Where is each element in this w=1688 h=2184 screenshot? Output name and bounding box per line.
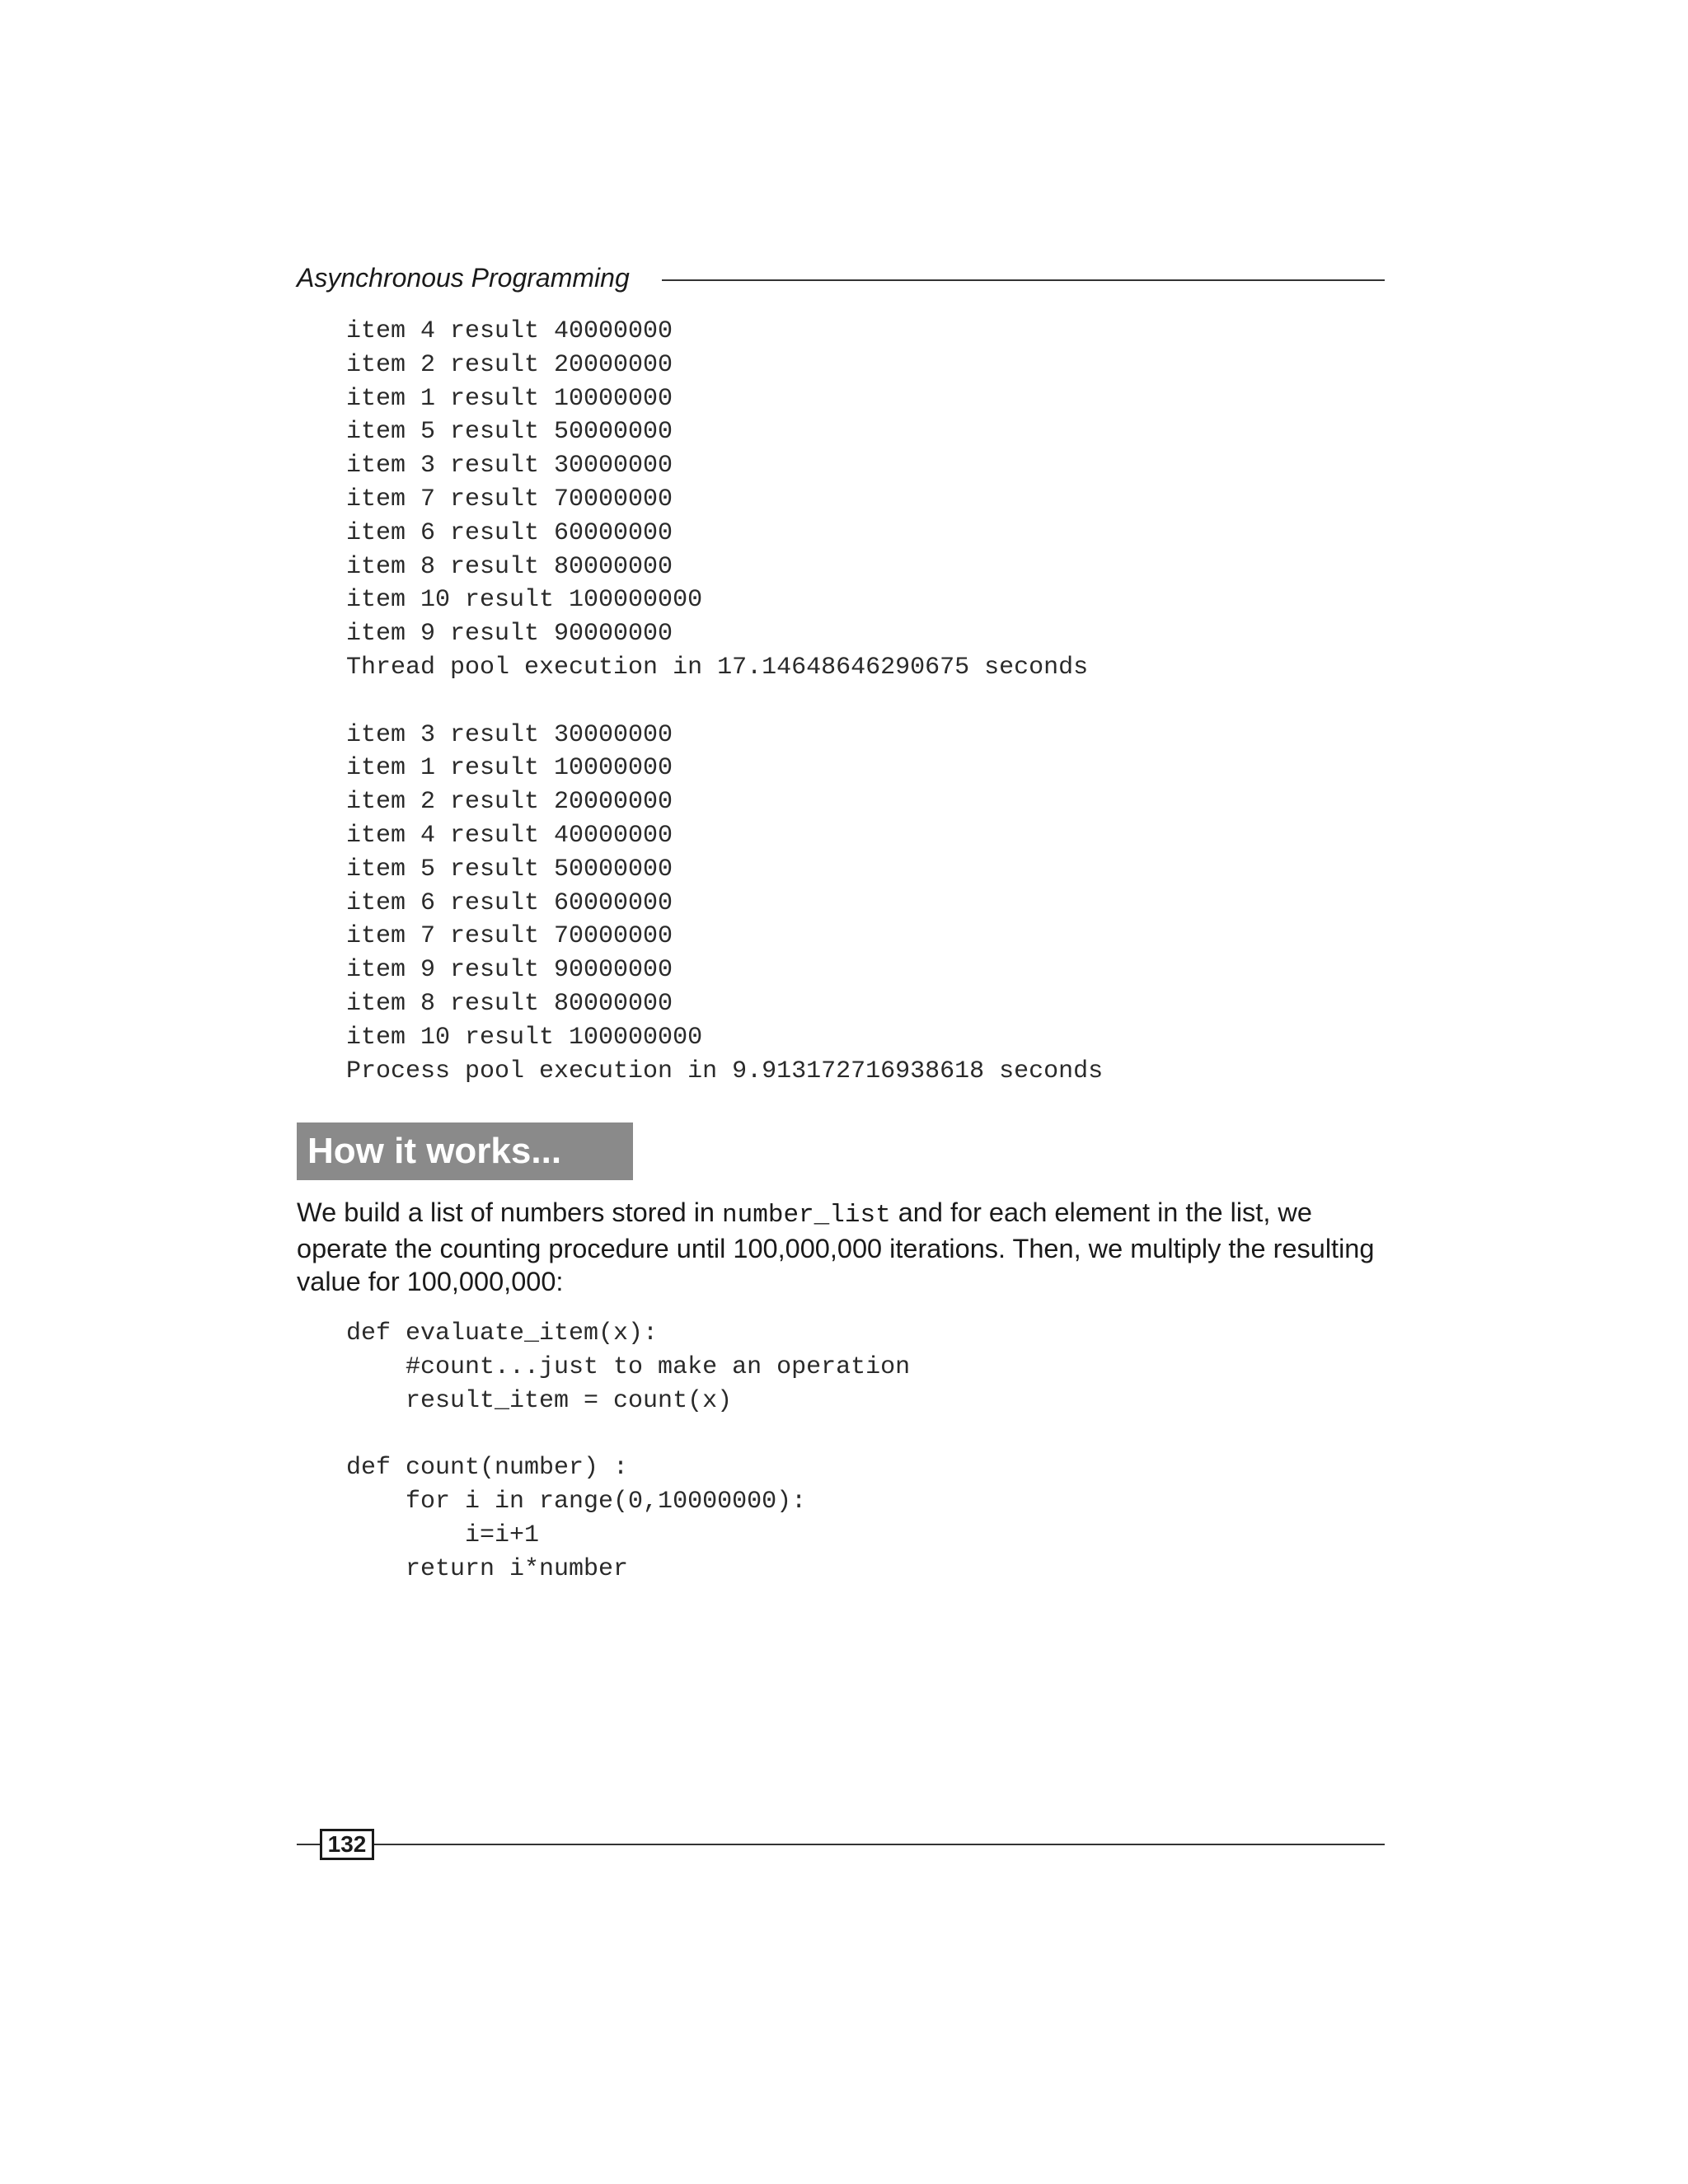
- output-line: item 9 result 90000000: [346, 620, 673, 649]
- program-output-block: [346, 315, 1103, 1088]
- code-line: def evaluate_item(x):: [346, 1319, 659, 1347]
- code-line: [346, 1418, 910, 1451]
- paragraph-text-before: We build a list of numbers stored in: [297, 1197, 723, 1227]
- output-line: item 6 result 60000000: [346, 888, 673, 917]
- output-line: [346, 685, 1103, 719]
- output-line: item 4 result 40000000: [346, 821, 673, 850]
- output-line: item 1 result 10000000: [346, 384, 673, 413]
- output-line: item 2 result 20000000: [346, 788, 673, 817]
- output-line: item 7 result 70000000: [346, 922, 673, 951]
- python-code-block: [346, 1317, 910, 1586]
- output-line: item 1 result 10000000: [346, 754, 673, 783]
- output-line: item 10 result 100000000: [346, 1023, 703, 1052]
- output-line: item 3 result 30000000: [346, 720, 673, 749]
- paragraph-text-after: and for each element in the list, we operate the counting procedure until 100,000,000 iterations. Then, we multiply the resulting value for 100,000,000:: [297, 1197, 1375, 1296]
- running-header: [297, 257, 1385, 298]
- output-line: item 4 result 40000000: [346, 317, 673, 345]
- code-line: def count(number) :: [346, 1454, 629, 1483]
- output-line: item 3 result 30000000: [346, 452, 673, 480]
- code-line: for i in range(0,10000000):: [346, 1487, 807, 1516]
- body-paragraph: [297, 1196, 1386, 1298]
- output-line: item 7 result 70000000: [346, 485, 673, 513]
- code-line: #count...just to make an operation: [346, 1352, 911, 1381]
- output-line: item 10 result 100000000: [346, 586, 703, 615]
- header-rule: [662, 279, 1385, 281]
- section-heading: How it works...: [297, 1122, 633, 1180]
- output-line: item 9 result 90000000: [346, 956, 673, 985]
- output-line: Process pool execution in 9.913172716938618 seconds: [346, 1057, 1104, 1085]
- code-line: i=i+1: [346, 1521, 540, 1549]
- code-line: return i*number: [346, 1554, 629, 1583]
- page-number: 132: [320, 1829, 374, 1860]
- output-line: item 5 result 50000000: [346, 418, 673, 447]
- output-line: item 2 result 20000000: [346, 350, 673, 379]
- output-line: Thread pool execution in 17.14648646290675 seconds: [346, 653, 1089, 682]
- output-line: item 8 result 80000000: [346, 989, 673, 1018]
- inline-code-number-list: number_list: [722, 1201, 891, 1230]
- output-line: item 6 result 60000000: [346, 518, 673, 547]
- footer-rule: [297, 1844, 1385, 1845]
- output-line: item 5 result 50000000: [346, 855, 673, 883]
- running-header-title: Asynchronous Programming: [297, 263, 630, 293]
- code-line: result_item = count(x): [346, 1386, 733, 1415]
- output-line: item 8 result 80000000: [346, 552, 673, 581]
